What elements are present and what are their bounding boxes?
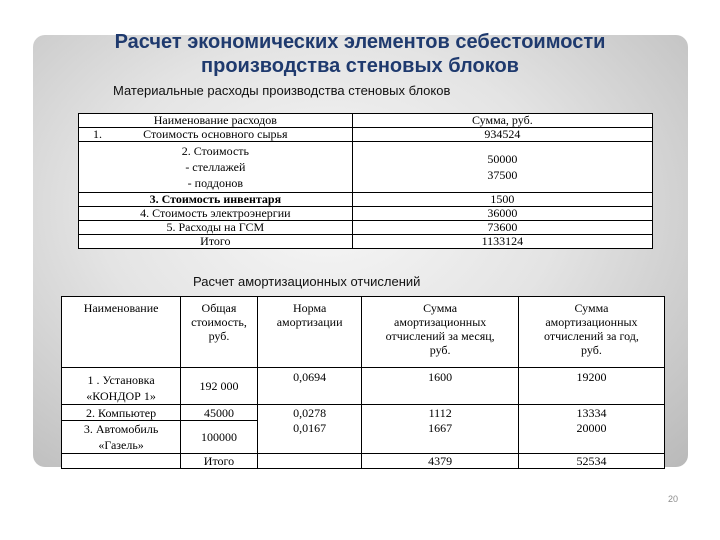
row-sum-cell: 1133124: [352, 235, 652, 249]
title-line-2: производства стеновых блоков: [201, 55, 519, 77]
header-norm-cell: [257, 297, 362, 368]
row-name-cell: 2. Компьютер: [62, 405, 181, 421]
row-norm-cell: 0,0694: [257, 368, 362, 405]
row-norm-cell: 0,0167: [257, 421, 362, 454]
table-row: [79, 221, 653, 235]
row-name-cell: 3. Стоимость инвентаря: [79, 193, 353, 207]
row-name-line: - поддонов: [187, 176, 244, 190]
row-name: Стоимость основного сырья: [143, 127, 288, 141]
table-row: [79, 235, 653, 249]
table-row: [62, 405, 665, 421]
row-cost-cell: 100000: [181, 421, 258, 454]
row-name-cell: 5. Расходы на ГСМ: [79, 221, 353, 235]
header-sum-cell: Сумма, руб.: [352, 114, 652, 128]
table-row: [79, 207, 653, 221]
header-line: руб.: [429, 343, 451, 357]
row-month-cell: [362, 405, 518, 421]
row-name-cell: [79, 142, 353, 193]
row-name-cell: Итого: [79, 235, 353, 249]
total-month-cell: 4379: [362, 454, 518, 469]
row-sum-line: 37500: [487, 168, 518, 182]
row-sum-cell: 73600: [352, 221, 652, 235]
header-line: Сумма: [574, 301, 609, 315]
row-sum-cell: 36000: [352, 207, 652, 221]
row-name-line: 2. Стоимость: [181, 144, 249, 158]
row-year-cell: 20000: [518, 421, 664, 454]
table-row: [62, 368, 665, 405]
materials-table: [78, 113, 653, 249]
row-month-value: 1112: [428, 406, 452, 420]
depreciation-caption: Расчет амортизационных отчислений: [193, 274, 421, 289]
row-month-cell: 1667: [362, 421, 518, 454]
depreciation-table: [61, 296, 665, 469]
total-label-cell: Итого: [181, 454, 258, 469]
header-line: отчислений за год,: [543, 329, 639, 343]
table-row: [79, 193, 653, 207]
table-row: [79, 142, 653, 193]
header-line: амортизационных: [394, 315, 487, 329]
row-name-line: «Газель»: [98, 438, 144, 452]
table-total-row: [62, 454, 665, 469]
total-empty-cell: [62, 454, 181, 469]
header-line: Норма: [292, 301, 327, 315]
row-year-cell: [518, 405, 664, 421]
header-line: отчислений за месяц,: [385, 329, 495, 343]
page-number: 20: [668, 494, 679, 504]
row-name-cell: [79, 128, 353, 142]
row-name-line: «КОНДОР 1»: [86, 389, 156, 403]
header-line: амортизационных: [545, 315, 638, 329]
header-line: стоимость,: [191, 315, 247, 329]
row-sum-cell: 934524: [352, 128, 652, 142]
header-name-cell: Наименование расходов: [79, 114, 353, 128]
header-line: Общая: [201, 301, 237, 315]
row-number: 1.: [93, 127, 102, 141]
row-name-line: 3. Автомобиль: [83, 422, 159, 436]
row-year-cell: 19200: [518, 368, 664, 405]
header-cost-cell: [181, 297, 258, 368]
header-line: руб.: [581, 343, 602, 357]
materials-caption: Материальные расходы производства стеновых блоков: [113, 83, 451, 98]
header-line: руб.: [208, 329, 230, 343]
row-name-cell: 4. Стоимость электроэнергии: [79, 207, 353, 221]
table-row: [62, 421, 665, 454]
row-name-cell: [62, 421, 181, 454]
row-month-cell: 1600: [362, 368, 518, 405]
row-cost-cell: 45000: [181, 405, 258, 421]
row-year-value: 13334: [576, 406, 607, 420]
row-sum-cell: [352, 142, 652, 193]
row-cost-cell: 192 000: [181, 368, 258, 405]
header-year-cell: [518, 297, 664, 368]
row-norm-value: 0,0278: [293, 406, 327, 420]
slide-title: [60, 30, 660, 78]
table-header-row: [79, 114, 653, 128]
row-name-line: 1 . Установка: [87, 373, 155, 387]
title-line-1: Расчет экономических элементов себестоимости: [114, 31, 606, 53]
header-month-cell: [362, 297, 518, 368]
header-line: амортизации: [276, 315, 343, 329]
row-norm-cell: [257, 405, 362, 421]
row-sum-cell: 1500: [352, 193, 652, 207]
row-name-line: - стеллажей: [185, 160, 246, 174]
row-sum-line: 50000: [487, 152, 518, 166]
total-empty-cell: [257, 454, 362, 469]
header-line: Сумма: [423, 301, 458, 315]
table-row: [79, 128, 653, 142]
total-year-cell: 52534: [518, 454, 664, 469]
row-name-cell: [62, 368, 181, 405]
header-name-cell: Наименование: [62, 297, 181, 368]
table-header-row: [62, 297, 665, 368]
